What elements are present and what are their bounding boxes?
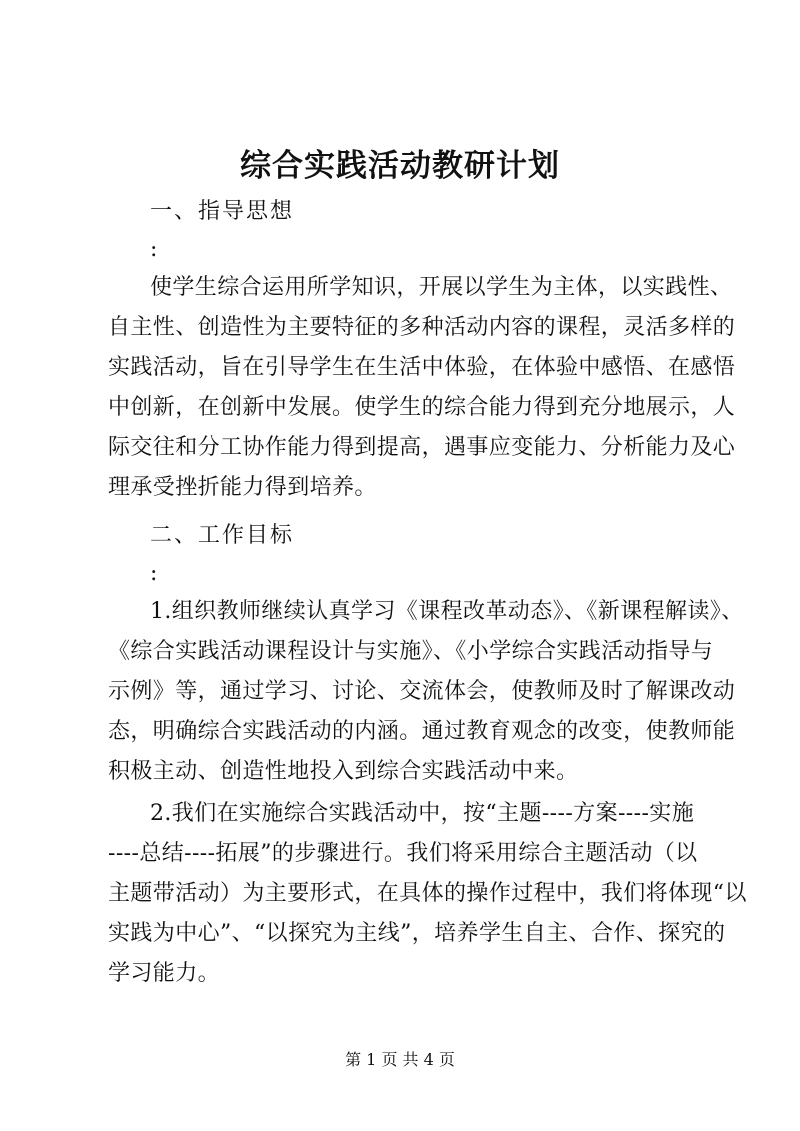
- text-line: 态，明确综合实践活动的内涵。通过教育观念的改变，使教师能: [108, 719, 736, 744]
- section-colon: :: [150, 561, 158, 586]
- text-line: 使学生综合运用所学知识，开展以学生为主体，以实践性、: [150, 275, 733, 300]
- text-line: 理承受挫折能力得到培养。: [108, 475, 377, 500]
- text-line: 积极主动、创造性地投入到综合实践活动中来。: [108, 759, 579, 784]
- section-heading-guiding-ideology: 一、指导思想: [150, 199, 295, 224]
- page-footer: 第 1 页 共 4 页: [345, 1050, 455, 1069]
- section-heading-work-goals: 二、工作目标: [150, 523, 295, 548]
- text-line: 学习能力。: [108, 961, 221, 986]
- text-line: 主题带活动）为主要形式，在具体的操作过程中，我们将体现“以: [108, 881, 747, 906]
- text-line: 自主性、创造性为主要特征的多种活动内容的课程，灵活多样的: [108, 315, 736, 340]
- text-line: 《综合实践活动课程设计与实施》、《小学综合实践活动指导与: [108, 639, 714, 664]
- section-colon: :: [150, 237, 158, 262]
- text-line: 际交往和分工协作能力得到提高，遇事应变能力、分析能力及心: [108, 435, 736, 460]
- text-line: 1.组织教师继续认真学习《课程改革动态》、《新课程解读》、: [150, 599, 744, 624]
- text-line: 实践为中心”、“以探究为主线”，培养学生自主、合作、探究的: [108, 921, 726, 946]
- text-line: 2.我们在实施综合实践活动中，按“主题----方案----实施: [150, 801, 695, 826]
- document-title: 综合实践活动教研计划: [240, 148, 560, 184]
- text-line: 示例》等，通过学习、讨论、交流体会，使教师及时了解课改动: [108, 679, 736, 704]
- paragraph-goal-2: [108, 794, 747, 994]
- paragraph-guiding-ideology: [108, 268, 736, 508]
- text-line: 实践活动，旨在引导学生在生活中体验，在体验中感悟、在感悟: [108, 355, 736, 380]
- paragraph-goal-1: [108, 592, 744, 792]
- text-line: ----总结----拓展”的步骤进行。我们将采用综合主题活动（以: [108, 841, 698, 866]
- text-line: 中创新，在创新中发展。使学生的综合能力得到充分地展示，人: [108, 395, 736, 420]
